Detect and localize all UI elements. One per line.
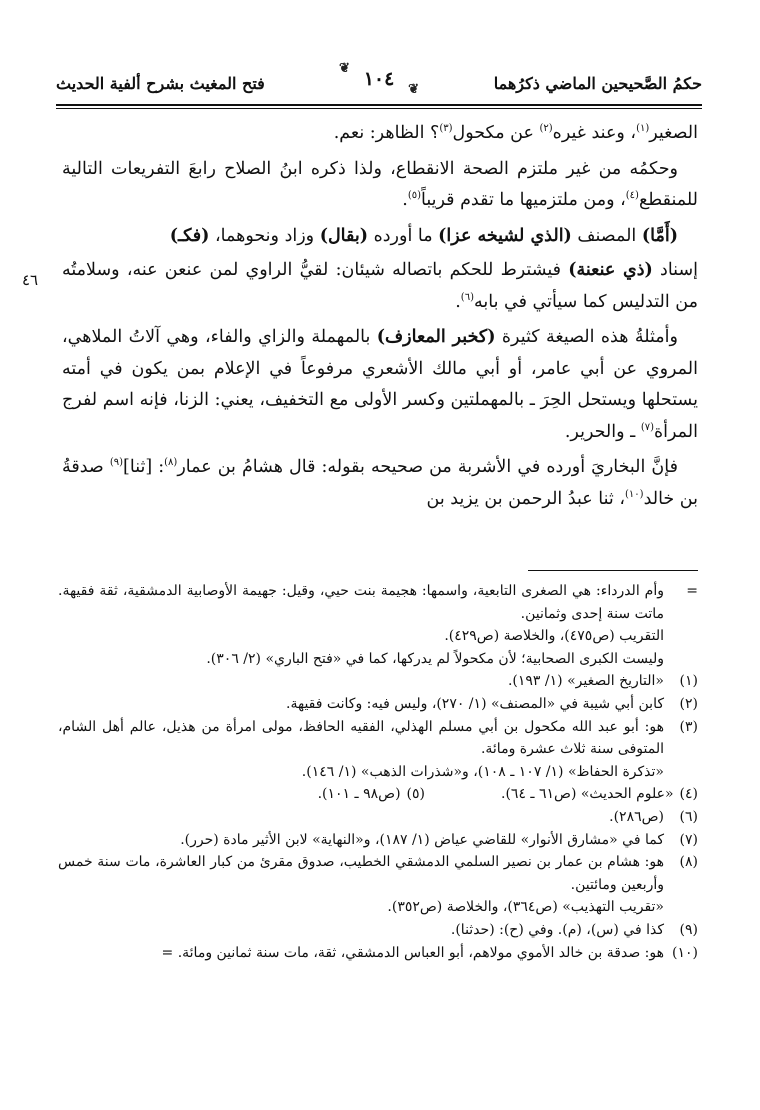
footnote-text: هو: صدقة بن خالد الأموي مولاهم، أبو العباس الدمشقي، ثقة، مات سنة ثمانين ومائة. = (161, 944, 664, 961)
footnote-text (58, 716, 664, 784)
text: فيشترط للحكم باتصاله شيئان: لقيُّ الراوي لمن عنعن عنه، وسلامتُه من التدليس كما سيأتي في بابه (62, 260, 698, 312)
footnote-text-line: هو: أبو عبد الله مكحول بن أبي مسلم الهذلي، الفقيه الحافظ، مولى امرأة من هذيل، عالم أهل الشام، المتوفى سنة ثلاث عشرة ومائة. (58, 718, 664, 758)
footnote-number: (٥) (406, 786, 425, 803)
footnote-text: وأم الدرداء: هي الصغرى التابعية، واسمها: هجيمة بنت حيي، وقيل: جهيمة الأوصابية الدمشقية، ثقة فقيهة. ماتت سنة إحدى وثمانين. (58, 583, 664, 622)
text: ، وعند غيره (552, 123, 637, 143)
footnote-number: (٣) (679, 718, 698, 735)
text: ، ثنا عبدُ الرحمن بن يزيد بن (426, 488, 625, 509)
header-rule (56, 104, 702, 106)
text: . (455, 291, 461, 312)
footnote-ref: (١٠) (625, 488, 644, 500)
text: الصغير (649, 123, 698, 143)
margin-verse-number: ٤٦ (22, 271, 39, 289)
text: ؟ الظاهر: نعم. (333, 123, 440, 143)
footnote-text (58, 851, 664, 919)
text: صدقةُ بن خالد (62, 457, 698, 509)
footnote-4 (501, 783, 698, 806)
footnote-text: (ص٩٨ ـ ١٠١). (317, 786, 401, 803)
footnote-ref: (٦) (460, 291, 474, 303)
footnote-1 (58, 670, 698, 693)
header-rule-thin (56, 108, 702, 109)
text: ـ والحرير. (564, 421, 641, 442)
footnote-ref: (١) (636, 123, 650, 134)
book-title: فتح المغيث بشرح ألفية الحديث (56, 74, 265, 93)
text: . (402, 190, 408, 210)
paragraph (62, 221, 698, 253)
footnote-6 (58, 806, 698, 829)
footnotes (58, 580, 698, 964)
footnote-text: (ص٢٨٦). (609, 808, 664, 825)
verse-text: (أَمَّا) (641, 225, 678, 246)
paragraph (62, 322, 698, 448)
footnote-text: كما في «مشارق الأنوار» للقاضي عياض (١/ ١٨٧)، و«النهاية» لابن الأثير مادة (حرر). (180, 831, 664, 848)
verse-text: (الذي لشيخه عزا) (438, 225, 572, 246)
text: ما أورده (368, 225, 439, 246)
footnote-text: وليست الكبرى الصحابية؛ لأن مكحولاً لم يدركها، كما في «فتح الباري» (٢/ ٣٠٦). (206, 650, 664, 667)
footnote-7 (58, 829, 698, 852)
footnote-number: (٨) (679, 854, 698, 871)
ornament-icon: ❦ (408, 82, 419, 97)
text: وزاد ونحوهما، (209, 225, 320, 246)
footnote-text: «علوم الحديث» (ص٦١ ـ ٦٤). (501, 786, 674, 803)
footnote-number: (١٠) (672, 944, 698, 961)
footnote-text-line: «تقريب التهذيب» (ص٣٦٤)، والخلاصة (ص٣٥٢). (387, 899, 664, 916)
paragraph (62, 154, 698, 217)
text: وأمثلةُ هذه الصيغة كثيرة (495, 327, 678, 347)
page-number-frame (339, 62, 419, 96)
page-number: ١٠٤ (363, 68, 395, 90)
footnote-number: (٦) (679, 808, 698, 825)
footnote-2 (58, 693, 698, 716)
footnote-ref: (٩) (109, 457, 124, 468)
text: : [ثنا] (123, 457, 165, 477)
footnote-ref: (٢) (539, 123, 553, 134)
text: ، ومن ملتزميها ما تقدم قريباً (421, 190, 626, 210)
footnote-10 (58, 942, 698, 965)
text: فإنَّ البخاريَ أورده في الأشربة من صحيحه بقوله: قال هشامُ بن عمار (177, 457, 678, 477)
footnote-number: (٢) (679, 695, 698, 712)
footnote-continuation (58, 580, 698, 625)
footnote-3 (58, 716, 698, 784)
footnote-9 (58, 919, 698, 942)
text: عن مكحول (452, 123, 540, 143)
footnote-ref: (٨) (164, 457, 178, 468)
text: بالمهملة والزاي والفاء، وهي آلاتُ الملاهي، المروي عن أبي عامر، أو أبي مالك الأشعري مرفوعاً في الإعلام بمن يكون في أمته يستحلها ويستحل الحِرَ ـ بالمهملتين وكسر الأولى مع التخفيف، يعني: الزنا، فإنه اسم لفرج المرأة (62, 327, 698, 442)
footnote-text-line: «تذكرة الحفاظ» (١/ ١٠٧ ـ ١٠٨)، و«شذرات الذهب» (١/ ١٤٦). (301, 763, 664, 780)
footnote-5 (318, 783, 425, 806)
footnote-number: (٤) (679, 786, 698, 803)
footnote-8 (58, 851, 698, 919)
main-text (62, 118, 698, 518)
footnote-text: التقريب (ص٤٧٥)، والخلاصة (ص٤٢٩). (444, 628, 664, 645)
footnote-ref: (٧) (640, 421, 654, 433)
footnote-ref: (٤) (625, 190, 639, 201)
paragraph (62, 118, 698, 150)
running-header (56, 62, 702, 102)
footnote-number: (١) (679, 673, 698, 690)
text: المصنف (571, 225, 642, 246)
verse-text: (فكـ) (169, 225, 210, 246)
chapter-title: حكمُ الصَّحيحين الماضي ذكرُهما (493, 74, 702, 93)
text: إسناد (652, 260, 698, 280)
footnote-4-5 (58, 783, 698, 806)
footnote-text-line: هو: هشام بن عمار بن نصير السلمي الدمشقي الخطيب، صدوق مقرئ من كبار العاشرة، مات سنة خمس وأربعين ومائتين. (58, 854, 664, 893)
footnote-separator (528, 570, 698, 571)
verse-text: (ذي عنعنة) (568, 260, 653, 280)
verse-text: (بقال) (319, 225, 369, 246)
footnote-ref: (٥) (407, 190, 422, 201)
ornament-icon: ❦ (339, 61, 350, 76)
footnote-text: «التاريخ الصغير» (١/ ١٩٣). (507, 673, 664, 690)
footnote-text: كابن أبي شيبة في «المصنف» (١/ ٢٧٠)، وليس فيه: وكانت فقيهة. (286, 695, 664, 712)
paragraph (62, 255, 698, 318)
text: وحكمُه من غير ملتزم الصحة الانقطاع، ولذا ذكره ابنُ الصلاح رابعَ التفريعات التالية للمنقطع (62, 158, 698, 210)
footnote-number: (٩) (679, 921, 698, 938)
continuation-mark: = (686, 583, 698, 599)
footnote-text: كذا في (س)، (م). وفي (ح): (حدثنا). (450, 921, 664, 938)
verse-text: (كخبر المعازف) (376, 327, 496, 347)
footnote-ref: (٣) (439, 123, 453, 134)
paragraph (62, 452, 698, 515)
footnote-number: (٧) (679, 831, 698, 848)
